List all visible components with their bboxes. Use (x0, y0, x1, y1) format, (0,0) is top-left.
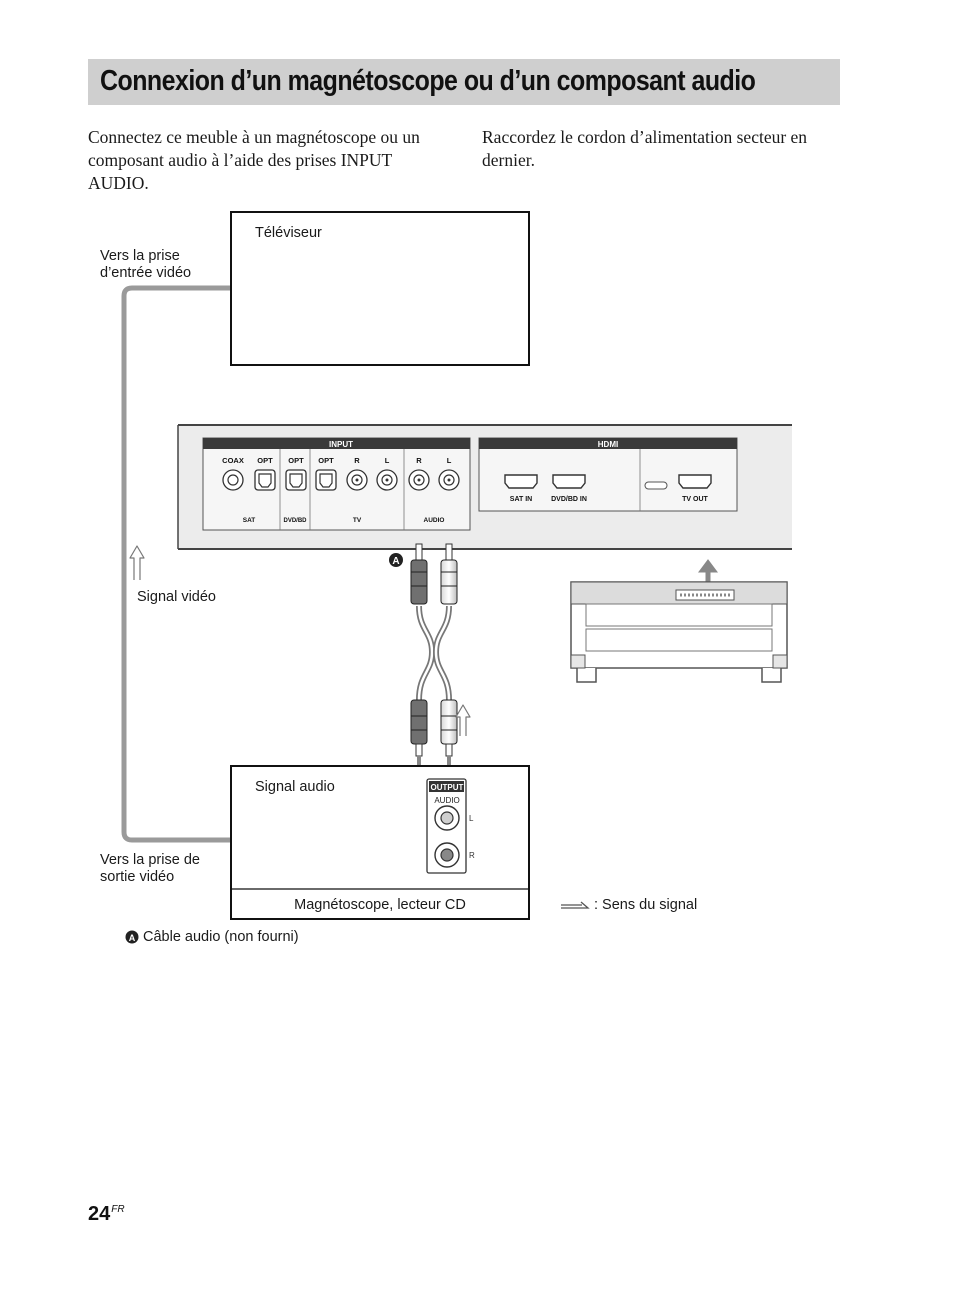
to-video-output-label: Vers la prise de sortie vidéo (100, 852, 200, 885)
cable-plug-top-red (411, 544, 427, 604)
rca-jack-audio-l (439, 470, 459, 490)
page-title: Connexion d’un magnétoscope ou d’un composant audio (100, 65, 756, 97)
hdmi-panel-title: HDMI (597, 440, 619, 449)
group-label-sat: SAT (242, 517, 256, 524)
audio-signal-arrow (456, 705, 470, 736)
vcr-jack-r (435, 843, 459, 867)
jack-label-l-tv: L (384, 456, 390, 465)
hdmi-port-sat-in (505, 475, 537, 488)
group-label-dvdbd: DVD/BD (283, 518, 307, 524)
caption-a-letter: A (128, 933, 136, 943)
hdmi-indicator (645, 482, 667, 489)
hdmi-port-dvdbd-in (553, 475, 585, 488)
rca-jack-tv-r (347, 470, 367, 490)
vcr-jack-l (435, 806, 459, 830)
optical-jack-sat (255, 470, 275, 490)
intro-paragraph-right: Raccordez le cordon d’alimentation secteur en dernier. (482, 127, 808, 170)
jack-label-r-tv: R (354, 456, 360, 465)
vcr-output-title: OUTPUT (430, 783, 464, 792)
signal-direction-label: : Sens du signal (594, 897, 698, 913)
video-signal-label: Signal vidéo (137, 589, 216, 605)
group-label-audio: AUDIO (423, 517, 445, 524)
cable-plug-bottom-red (411, 700, 427, 756)
tv-label: Téléviseur (255, 225, 322, 241)
jack-label-coax: COAX (222, 456, 244, 465)
unit-front-view (571, 560, 787, 682)
optical-jack-dvd (286, 470, 306, 490)
hdmi-label-sat-in: SAT IN (509, 496, 533, 503)
cable-caption: Câble audio (non fourni) (143, 929, 299, 945)
vcr-output-subtitle: AUDIO (434, 796, 460, 805)
jack-label-opt-tv: OPT (318, 456, 334, 465)
hdmi-label-dvdbd-in: DVD/BD IN (551, 496, 587, 503)
callout-a-letter: A (392, 556, 400, 567)
jack-label-r-audio: R (416, 456, 422, 465)
group-label-tv: TV (352, 517, 362, 524)
optical-jack-tv (316, 470, 336, 490)
jack-label-opt-sat: OPT (257, 456, 273, 465)
page-number-suffix: FR (111, 1204, 125, 1216)
rear-panel (178, 425, 792, 549)
cable-plug-bottom-white (441, 700, 457, 756)
rca-jack-tv-l (377, 470, 397, 490)
intro-paragraph-left: Connectez ce meuble à un magnétoscope ou un composant audio à l’aide des prises INPUT AUDIO. (88, 127, 420, 193)
jack-label-opt-dvd: OPT (288, 456, 304, 465)
rca-jack-audio-r (409, 470, 429, 490)
vcr-jack-r-label: R (469, 851, 475, 860)
vcr-jack-l-label: L (469, 814, 474, 823)
hdmi-port-tv-out (679, 475, 711, 488)
audio-signal-label: Signal audio (255, 779, 335, 795)
to-video-input-label: Vers la prise d’entrée vidéo (100, 248, 192, 281)
hdmi-label-tv-out: TV OUT (682, 496, 708, 503)
vcr-label: Magnétoscope, lecteur CD (294, 897, 466, 913)
page-number-value: 24 (88, 1203, 111, 1225)
jack-label-l-audio: L (446, 456, 452, 465)
cable-plug-top-white (441, 544, 457, 604)
callout-a (389, 553, 403, 567)
coax-jack (223, 470, 243, 490)
video-signal-arrow (130, 546, 144, 580)
input-panel-title: INPUT (329, 440, 353, 449)
page-number (88, 1203, 125, 1226)
